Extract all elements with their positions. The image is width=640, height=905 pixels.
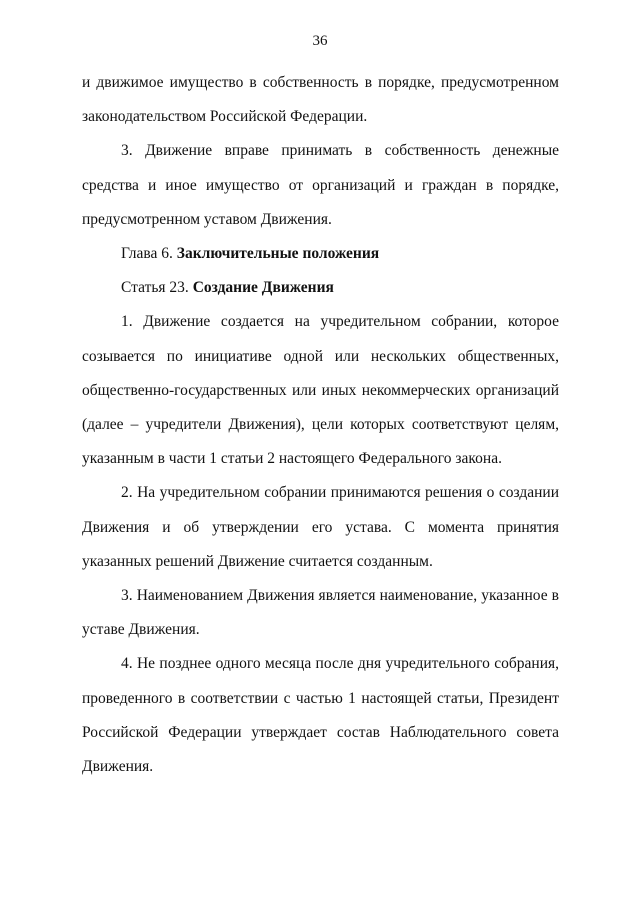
paragraph-part-1: 1. Движение создается на учредительном собрании, которое созывается по инициативе одной или нескольких общественных, общественно-государственных или иных некоммерческих организаций (далее – учредители Движения), цели которых соответствуют целям, указанным в части 1 статьи 2 настоящего Федерального закона.	[82, 313, 559, 468]
paragraph-item-3: 3. Движение вправе принимать в собственность денежные средства и иное имущество от организаций и граждан в порядке, предусмотренном уставом Движения.	[82, 142, 559, 228]
article-heading	[82, 271, 559, 305]
chapter-title: Заключительные положения	[176, 245, 380, 263]
chapter-label: Глава 6.	[121, 245, 177, 263]
paragraph-part-2: 2. На учредительном собрании принимаются решения о создании Движения и об утверждении его устава. С момента принятия указанных решений Движение считается созданным.	[82, 484, 559, 570]
article-title: Создание Движения	[192, 279, 334, 297]
page-number: 36	[312, 33, 328, 49]
paragraph-part-3: 3. Наименованием Движения является наименование, указанное в уставе Движения.	[82, 587, 559, 639]
paragraph-continuation: и движимое имущество в собственность в порядке, предусмотренном законодательством Российской Федерации.	[82, 74, 559, 126]
article-label: Статья 23.	[121, 279, 193, 297]
chapter-heading	[82, 237, 559, 271]
document-body	[82, 66, 559, 784]
paragraph-part-4: 4. Не позднее одного месяца после дня учредительного собрания, проведенного в соответствии с частью 1 настоящей статьи, Президент Российской Федерации утверждает состав Наблюдательного совета Движения.	[82, 655, 559, 776]
